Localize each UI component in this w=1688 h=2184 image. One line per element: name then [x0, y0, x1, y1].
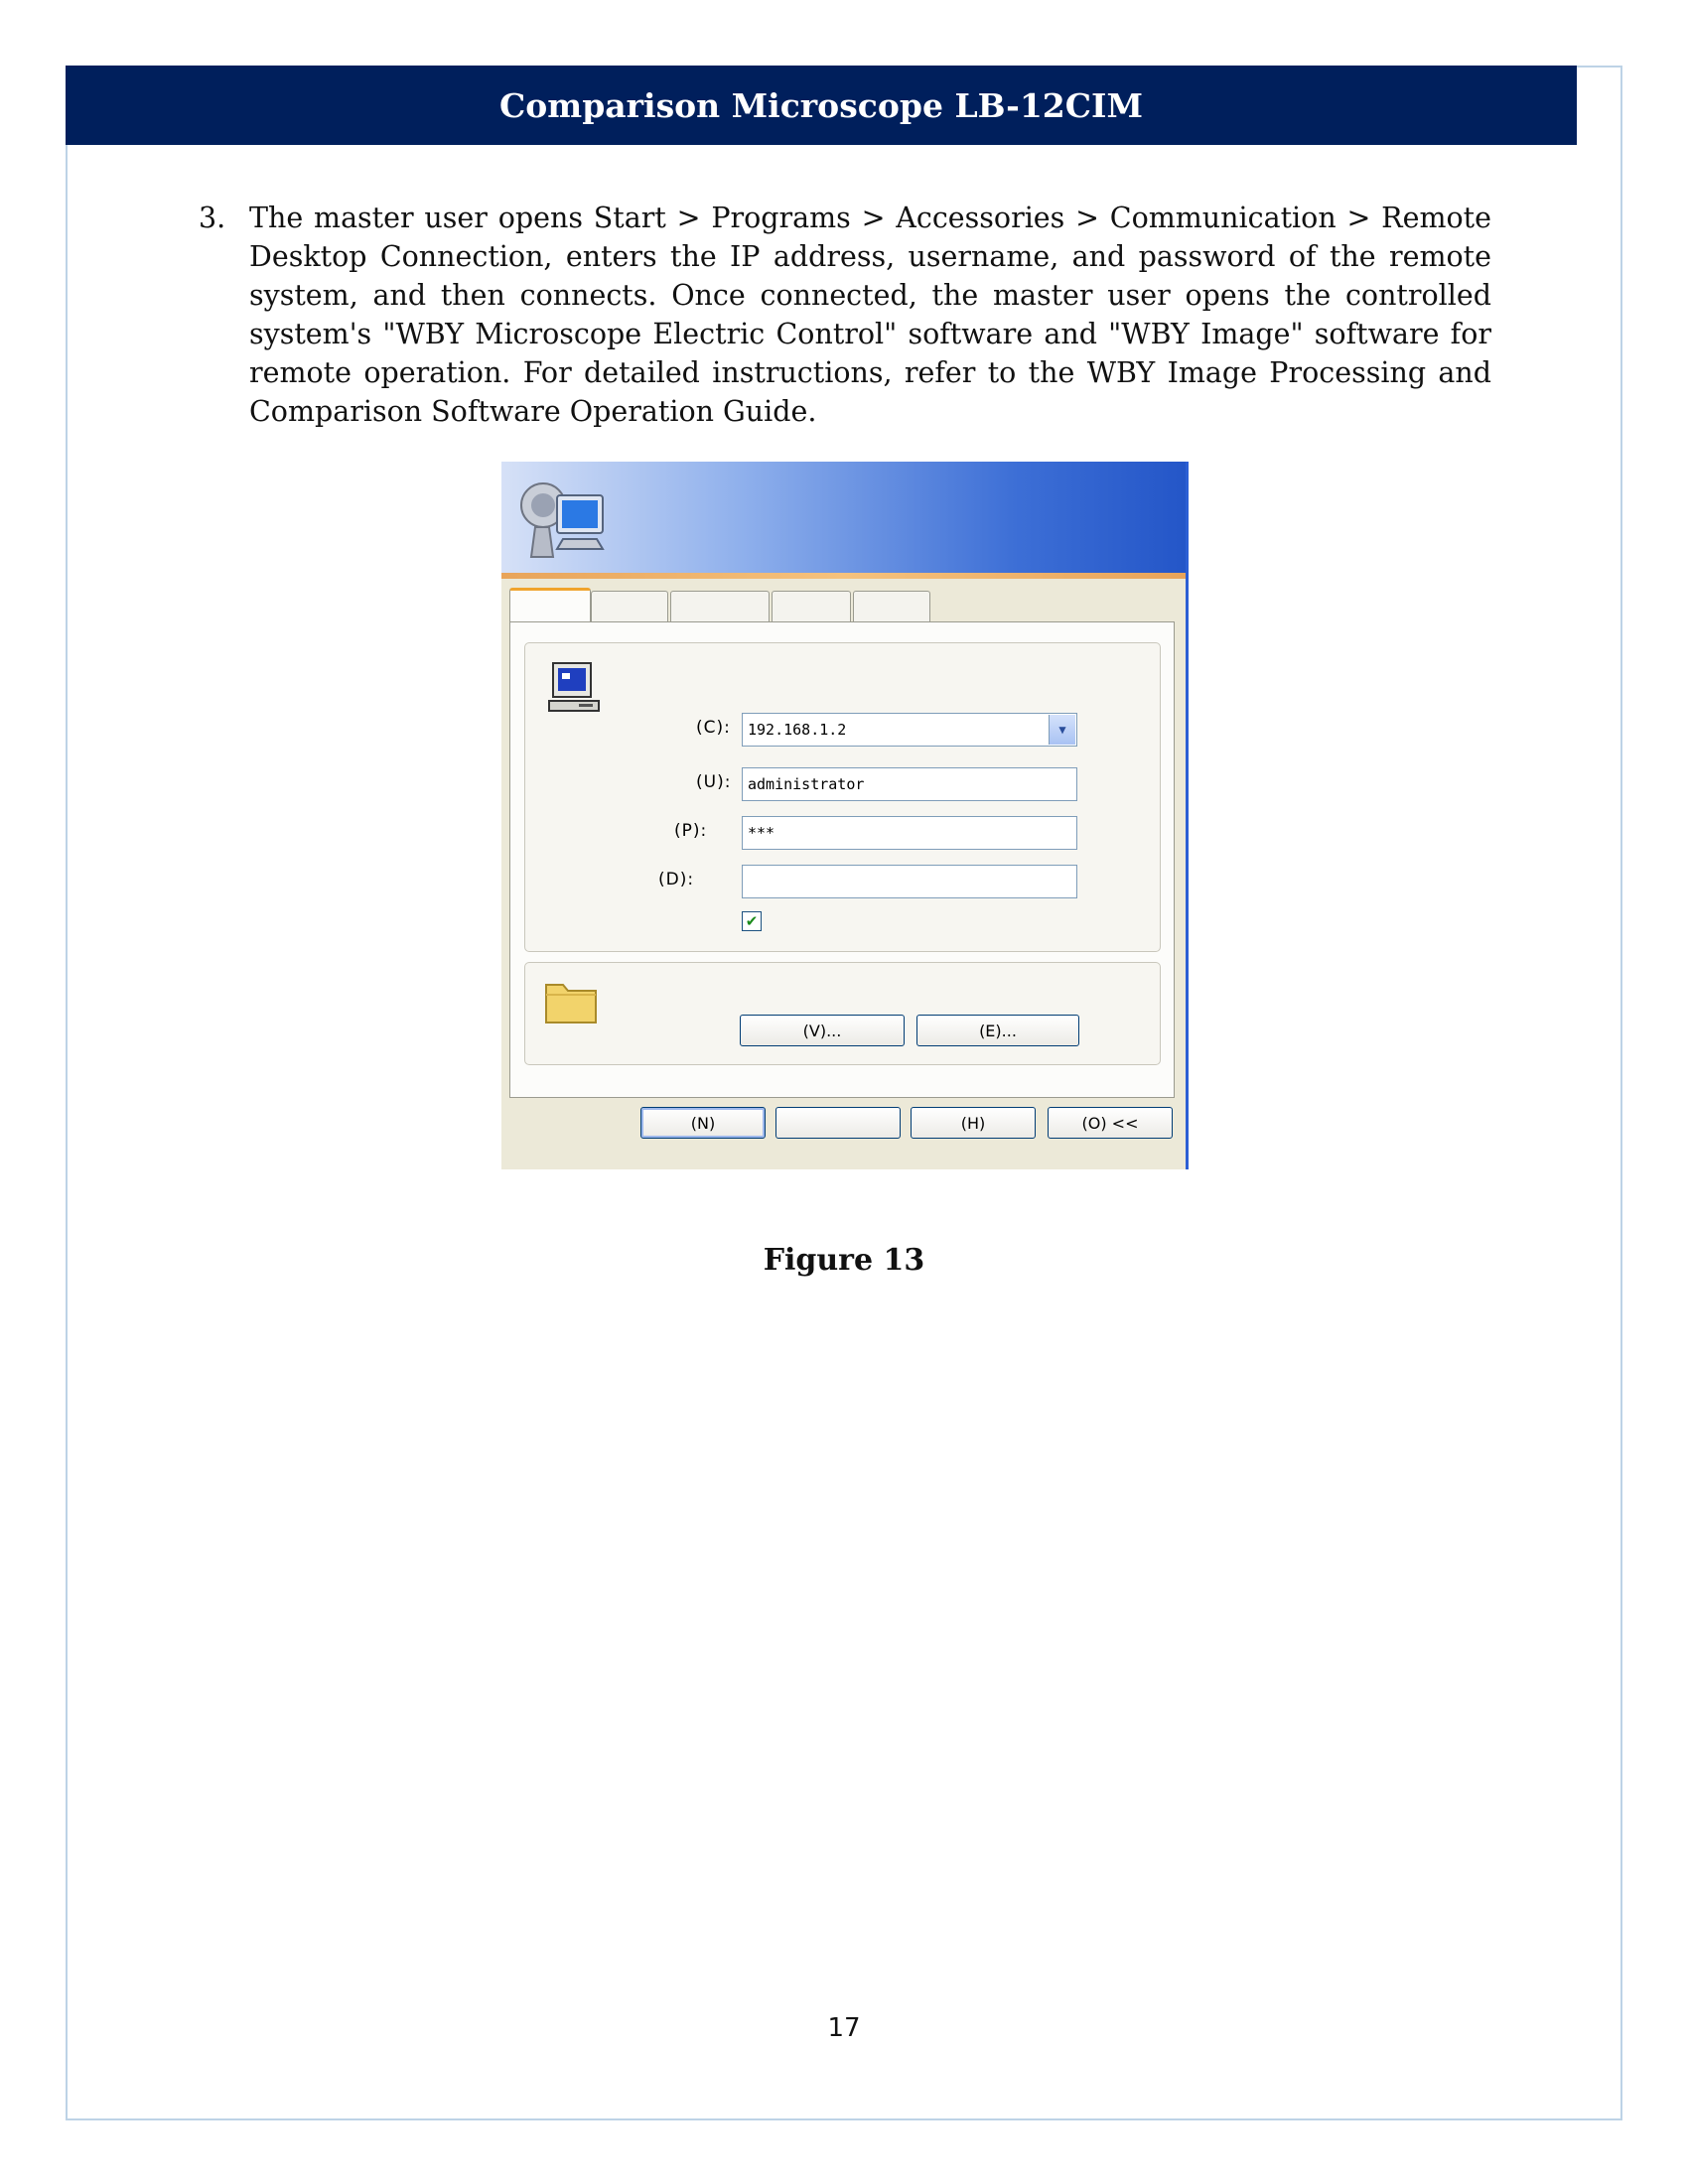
checkmark-icon: ✔ — [745, 912, 759, 930]
computer-label: (C): — [696, 718, 731, 738]
user-name-input[interactable]: administrator — [742, 767, 1077, 801]
step-text: The master user opens Start > Programs > Accessories > Communication > Remote Desktop Connection, enters the IP address, username, and password of the remote system, and then connects. Once connected, the master user opens the controlled system's "WBY Microscope Electric Control" software and "WBY Image" software for remote operation. For detailed instructions, refer to the WBY Image Processing and Comparison Software Operation Guide. — [249, 202, 1491, 428]
tab-programs[interactable] — [772, 591, 851, 622]
edit-button[interactable]: (E)... — [916, 1015, 1079, 1046]
options-button[interactable]: (O) << — [1048, 1107, 1173, 1139]
computer-combobox[interactable] — [742, 713, 1077, 747]
save-password-checkbox[interactable] — [742, 911, 762, 931]
tab-local-resources[interactable] — [670, 591, 770, 622]
help-button[interactable]: (H) — [911, 1107, 1036, 1139]
folder-icon — [543, 977, 599, 1026]
cancel-button[interactable] — [775, 1107, 901, 1139]
header-title: Comparison Microscope LB-12CIM — [499, 85, 1143, 125]
step-number: 3. — [199, 202, 226, 234]
page-number: 17 — [827, 2013, 861, 2043]
step-paragraph — [199, 199, 1491, 431]
tab-panel — [509, 621, 1175, 1098]
domain-label: (D): — [658, 870, 695, 889]
domain-input[interactable] — [742, 865, 1077, 898]
user-name-label: (U): — [696, 772, 732, 792]
dialog-banner — [501, 462, 1186, 573]
tab-display[interactable] — [591, 591, 668, 622]
tab-general[interactable] — [509, 588, 591, 623]
logon-settings-group — [524, 642, 1161, 952]
open-button[interactable]: (V)... — [740, 1015, 905, 1046]
remote-desktop-icon — [513, 468, 613, 567]
connect-button[interactable]: (N) — [640, 1107, 766, 1139]
banner-stripe — [501, 573, 1186, 579]
computer-icon — [545, 659, 603, 717]
remote-desktop-screenshot — [501, 462, 1189, 1169]
password-label: (P): — [674, 821, 708, 841]
figure-caption: Figure 13 — [763, 1243, 925, 1278]
computer-value: 192.168.1.2 — [748, 721, 847, 739]
chevron-down-icon[interactable]: ▼ — [1049, 715, 1075, 745]
connection-settings-group — [524, 962, 1161, 1065]
password-input[interactable]: *** — [742, 816, 1077, 850]
page-header — [66, 66, 1577, 145]
tab-experience[interactable] — [853, 591, 930, 622]
